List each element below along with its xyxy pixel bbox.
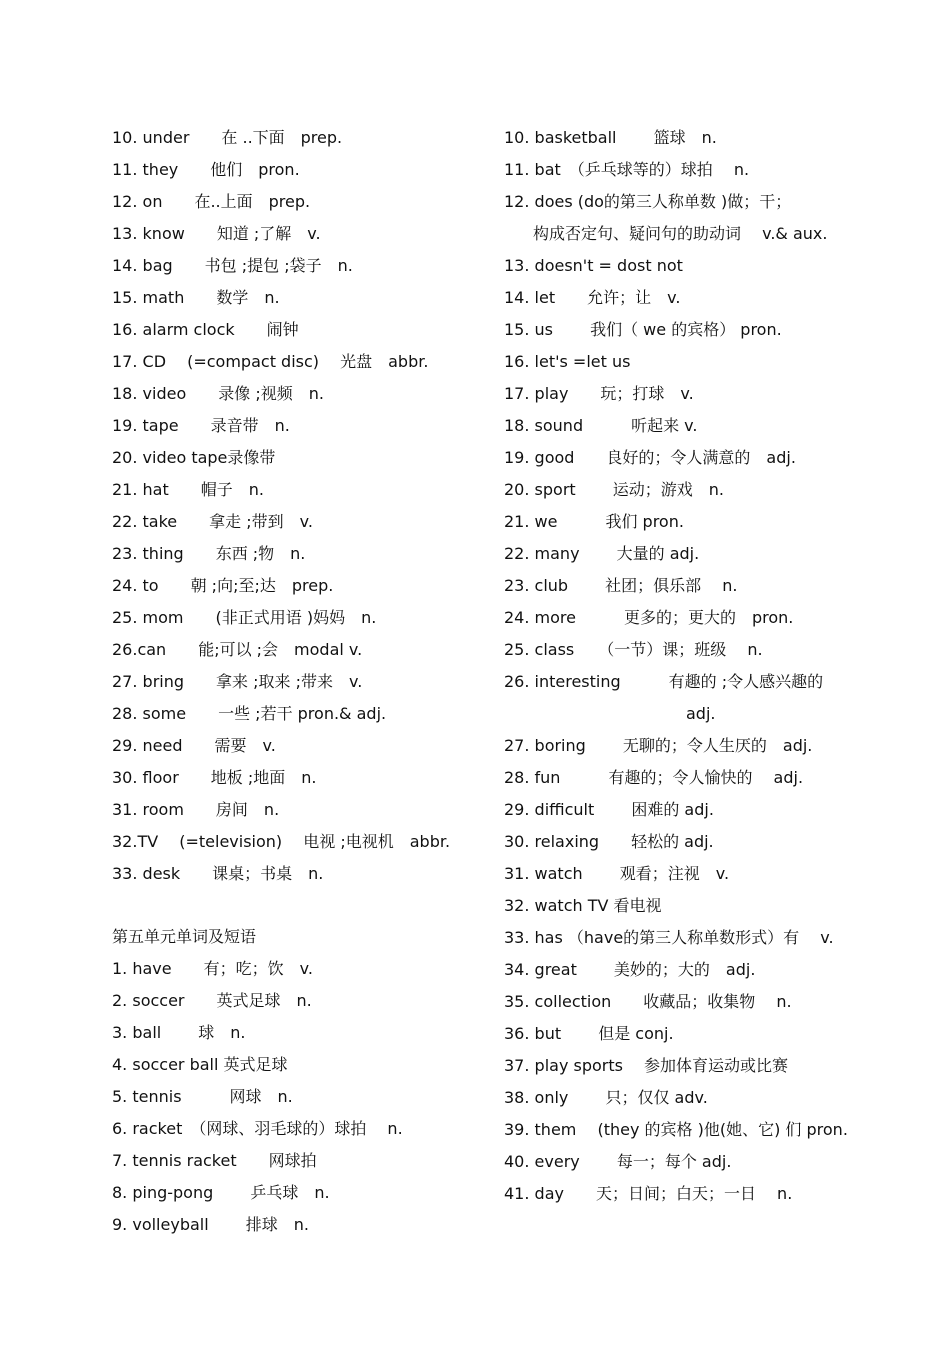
vocab-entry: 30. relaxing 轻松的 adj.: [504, 832, 714, 851]
vocab-entry: 12. on 在..上面 prep.: [112, 192, 311, 211]
vocab-entry: 39. them (they 的宾格 )他(她、它) 们 pron.: [504, 1120, 848, 1139]
vocab-entry: 26. interesting 有趣的 ;令人感兴趣的: [504, 672, 824, 691]
vocab-entry: 18. sound 听起来 v.: [504, 416, 698, 435]
vocab-entry: 19. good 良好的；令人满意的 adj.: [504, 448, 796, 467]
vocab-entry: 11. bat （乒乓球等的）球拍 n.: [504, 160, 750, 179]
vocab-entry: 1. have 有；吃；饮 v.: [112, 959, 313, 978]
vocab-entry: 22. take 拿走 ;带到 v.: [112, 512, 313, 531]
vocab-entry: 38. only 只；仅仅 adv.: [504, 1088, 708, 1107]
vocab-entry-continuation: adj.: [686, 704, 716, 723]
vocab-entry: 32.TV (=television) 电视 ;电视机 abbr.: [112, 832, 451, 851]
vocab-entry: 18. video 录像 ;视频 n.: [112, 384, 324, 403]
vocab-entry: 34. great 美妙的；大的 adj.: [504, 960, 756, 979]
vocab-entry: 23. thing 东西 ;物 n.: [112, 544, 306, 563]
left-column: [112, 122, 482, 1241]
vocab-entry: 15. math 数学 n.: [112, 288, 280, 307]
vocab-entry: 33. has （have的第三人称单数形式）有 v.: [504, 928, 834, 947]
vocab-entry: 9. volleyball 排球 n.: [112, 1215, 309, 1234]
vocab-entry: 7. tennis racket 网球拍: [112, 1151, 317, 1170]
vocab-entry: 30. floor 地板 ;地面 n.: [112, 768, 317, 787]
vocab-entry: 29. difficult 困难的 adj.: [504, 800, 714, 819]
vocab-entry: 41. day 天；日间；白天；一日 n.: [504, 1184, 793, 1203]
vocab-entry: 13. know 知道 ;了解 v.: [112, 224, 321, 243]
vocab-entry: 25. mom (非正式用语 )妈妈 n.: [112, 608, 377, 627]
vocab-entry: 28. fun 有趣的；令人愉快的 adj.: [504, 768, 804, 787]
section-heading: 第五单元单词及短语: [112, 927, 257, 946]
section-spacer: [112, 890, 482, 921]
vocab-entry: 33. desk 课桌；书桌 n.: [112, 864, 324, 883]
vocab-entry: 20. video tape录像带: [112, 448, 276, 467]
vocab-entry: 10. under 在 ..下面 prep.: [112, 128, 343, 147]
vocab-entry: 40. every 每一；每个 adj.: [504, 1152, 732, 1171]
vocab-entry: 10. basketball 篮球 n.: [504, 128, 717, 147]
vocab-entry: 25. class （一节）课；班级 n.: [504, 640, 763, 659]
vocab-entry: 19. tape 录音带 n.: [112, 416, 290, 435]
vocab-entry: 36. but 但是 conj.: [504, 1024, 674, 1043]
vocab-entry: 14. bag 书包 ;提包 ;袋子 n.: [112, 256, 353, 275]
vocab-entry: 37. play sports 参加体育运动或比赛: [504, 1056, 789, 1075]
vocab-entry: 12. does (do的第三人称单数 )做；干；: [504, 192, 792, 211]
vocab-entry: 11. they 他们 pron.: [112, 160, 300, 179]
vocab-entry: 32. watch TV 看电视: [504, 896, 662, 915]
vocab-entry: 35. collection 收藏品；收集物 n.: [504, 992, 792, 1011]
vocab-entry: 3. ball 球 n.: [112, 1023, 246, 1042]
vocab-entry: 31. watch 观看；注视 v.: [504, 864, 730, 883]
vocab-entry: 24. to 朝 ;向;至;达 prep.: [112, 576, 334, 595]
vocab-entry: 29. need 需要 v.: [112, 736, 276, 755]
vocab-entry: 13. doesn't = dost not: [504, 256, 683, 275]
vocab-entry: 16. alarm clock 闹钟: [112, 320, 299, 339]
vocab-entry: 17. play 玩；打球 v.: [504, 384, 694, 403]
vocab-entry: 28. some 一些 ;若干 pron.& adj.: [112, 704, 387, 723]
vocab-entry: 16. let's =let us: [504, 352, 631, 371]
vocab-entry: 21. we 我们 pron.: [504, 512, 684, 531]
vocab-entry: 27. bring 拿来 ;取来 ;带来 v.: [112, 672, 363, 691]
vocab-entry: 22. many 大量的 adj.: [504, 544, 700, 563]
vocab-entry: 21. hat 帽子 n.: [112, 480, 264, 499]
vocab-entry: 6. racket （网球、羽毛球的）球拍 n.: [112, 1119, 403, 1138]
vocab-entry: 23. club 社团；俱乐部 n.: [504, 576, 738, 595]
vocab-entry: 8. ping-pong 乒乓球 n.: [112, 1183, 330, 1202]
vocab-entry-continuation: 构成否定句、疑问句的助动词 v.& aux.: [533, 224, 828, 243]
vocab-entry: 20. sport 运动；游戏 n.: [504, 480, 724, 499]
vocab-entry: 31. room 房间 n.: [112, 800, 280, 819]
vocab-entry: 4. soccer ball 英式足球: [112, 1055, 288, 1074]
vocab-entry: 2. soccer 英式足球 n.: [112, 991, 312, 1010]
vocab-entry: 17. CD (=compact disc) 光盘 abbr.: [112, 352, 429, 371]
vocab-entry: 15. us 我们（ we 的宾格） pron.: [504, 320, 782, 339]
vocab-entry: 24. more 更多的；更大的 pron.: [504, 608, 794, 627]
vocab-entry: 27. boring 无聊的；令人生厌的 adj.: [504, 736, 813, 755]
right-column: [504, 122, 904, 1210]
vocab-entry: 26.can 能;可以 ;会 modal v.: [112, 640, 363, 659]
vocab-entry: 14. let 允许；让 v.: [504, 288, 681, 307]
vocab-entry: 5. tennis 网球 n.: [112, 1087, 293, 1106]
